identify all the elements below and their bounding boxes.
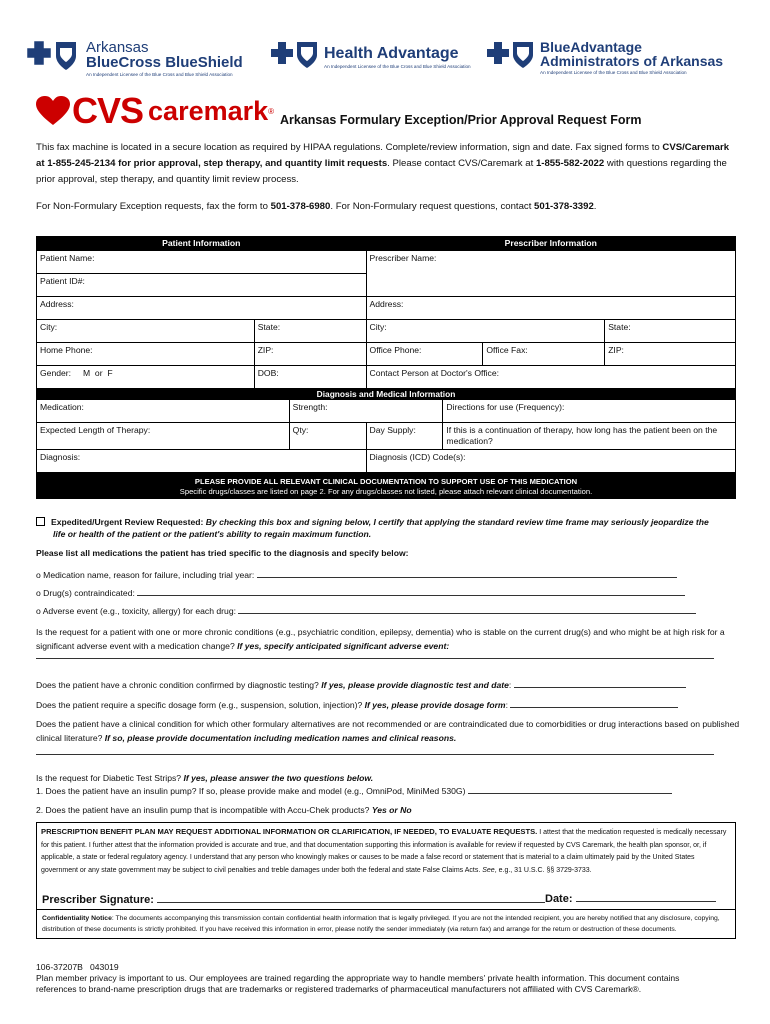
patient-address-field[interactable]: Address: [37,297,367,320]
diagnosis-field[interactable]: Diagnosis: [37,450,367,473]
dosage-form-line[interactable] [510,700,678,708]
signature-label: Prescriber Signature [42,894,151,906]
chronic-question-text: Is the request for a patient with one or more chronic conditions (e.g., psychiatric condition, epilepsy, dementia) who is stable on the current drug(s) and who might be at high risk for a significant adverse event with a medication change? [36,627,725,651]
qty-field[interactable]: Qty: [290,423,367,450]
dob-field[interactable]: DOB: [255,366,367,389]
expedited-section [36,516,736,540]
confidentiality-text: : The documents accompanying this transmission contain confidential health information that is legally privileged. If you are not the intended recipient, you are hereby notified that any disclosure, copying, distribution of these documents is strictly prohibited. If you have received this information in error, please notify the sender immediately (via return fax) and arrange for the return or destruction of these documents. [42,915,720,933]
office-phone-field[interactable]: Office Phone: [367,343,484,366]
diagnostic-test-question: Does the patient have a chronic condition confirmed by diagnostic testing? If yes, please provide diagnostic test and date: [36,680,746,690]
patient-city-field[interactable]: City: [37,320,255,343]
expedited-text-2: life or health of the patient or the patient's ability to regain maximum function. [53,529,372,539]
prescriber-city-field[interactable]: City: [367,320,606,343]
intro-paragraph [36,140,736,188]
trial-medication-line[interactable] [257,570,677,578]
nonformulary-fax: 501-378-6980 [270,201,331,212]
insulin-pump-1-text: 1. Does the patient have an insulin pump? If so, please provide make and model (e.g., OmniPod, MiniMed 530G) [36,786,466,796]
trial-medication-item [36,570,746,580]
dosage-form-question: Does the patient require a specific dosage form (e.g., suspension, solution, injection)? If yes, please provide dosage form: [36,700,746,710]
logo-bar [26,40,736,80]
intro-text: . Please contact CVS/Caremark at [387,158,536,169]
cvs-title-row [36,90,736,131]
patient-id-field[interactable]: Patient ID#: [37,274,367,297]
intro-text: For Non-Formulary Exception requests, fax the form to [36,201,271,212]
signature-date: Date: [545,893,716,905]
privacy-line-1: Plan member privacy is important to us. Our employees are trained regarding the appropriate way to handle members' private health information. This document contains [36,973,680,983]
strength-field[interactable]: Strength: [290,400,444,423]
prescriber-address-field[interactable]: Address: [367,297,736,320]
medication-field[interactable]: Medication: [37,400,290,423]
contraindicated-label: o Drug(s) contraindicated: [36,588,135,598]
intro-phone: 1-855-582-2022 [535,158,605,169]
adverse-event-line[interactable] [238,606,696,614]
cross-shield-icon [26,40,82,74]
intro-text: . [593,201,597,212]
footer [36,962,736,995]
icd-codes-field[interactable]: Diagnosis (ICD) Code(s): [367,450,736,473]
office-fax-field[interactable]: Office Fax: [483,343,605,366]
prescriber-zip-field[interactable]: ZIP: [605,343,736,366]
baa-line2: Administrators of Arkansas [540,53,724,69]
bcbs-sub: An Independent Licensee of the Blue Cross and Blue Shield Association [86,72,233,77]
nonformulary-phone: 501-378-3392 [534,201,594,212]
patient-info-header: Patient Information [37,237,367,251]
health-advantage-logo [270,40,471,70]
attestation-text [41,826,731,877]
attestation-bold: PRESCRIPTION BENEFIT PLAN MAY REQUEST ADDITIONAL INFORMATION OR CLARIFICATION, IF NEEDED, TO EVALUATE REQUESTS. [41,827,538,836]
chronic-answer-line[interactable] [36,658,714,659]
intro-text: . For Non-Formulary request questions, contact [330,201,535,212]
diagnosis-header: Diagnosis and Medical Information [37,389,736,400]
patient-name-field[interactable]: Patient Name: [37,251,367,274]
gender-field[interactable]: Gender: M or F [37,366,255,389]
confidentiality-label: Confidentiality Notice [42,915,112,922]
attestation-cite: , e.g., 31 U.S.C. §§ 3729-3733. [494,866,592,874]
dosage-form-text: Does the patient require a specific dosage form (e.g., suspension, solution, injection)? [36,700,365,710]
cvs-caremark-logo [36,90,275,131]
test-strips-emphasis: If yes, please answer the two questions below. [183,773,374,783]
intro-text: This fax machine is located in a secure location as required by HIPAA regulations. Complete/review information, sign and date. Fax signed forms to [36,142,663,153]
cross-shield-icon [270,40,320,70]
attestation-box [36,822,736,939]
dosage-form-emphasis: If yes, please provide dosage form [364,700,506,710]
adverse-event-label: o Adverse event (e.g., toxicity, allergy) for each drug: [36,606,236,616]
medications-heading-text: Please list all medications the patient has tried specific to the diagnosis and specify below: [36,548,409,558]
home-phone-field[interactable]: Home Phone: [37,343,255,366]
information-grid [36,236,736,499]
insulin-pump-model-line[interactable] [468,786,672,794]
yes-or-no: Yes or No [371,805,412,815]
caremark-word: caremark [148,96,269,126]
day-supply-field[interactable]: Day Supply: [367,423,444,450]
banner-title: PLEASE PROVIDE ALL RELEVANT CLINICAL DOCUMENTATION TO SUPPORT USE OF THIS MEDICATION [194,477,578,486]
cvs-word: CVS [72,90,144,131]
diagnostic-test-text: Does the patient have a chronic condition confirmed by diagnostic testing? [36,680,322,690]
date-label: Date [545,893,569,905]
prescriber-info-header: Prescriber Information [367,237,736,251]
clinical-question-emphasis: If so, please provide documentation including medication names and clinical reasons. [104,733,457,743]
expedited-checkbox[interactable] [36,517,45,526]
intro-nonformulary [36,201,736,212]
attestation-body: I attest that the medication requested is medically necessary for this patient. I further attest that the information provided is accurate and true, and that documentation supporting this information is available for review if requested by CVS Caremark, the health plan sponsor, or, if applicable, a state or federal regulatory agency. I understand that any person who knowingly makes or causes to be made a false record or statement that is material to a claim ultimately paid by the United States government or any state government may be subject to civil penalties and treble damages under both the federal and state False Claims Acts. [41,829,727,874]
clinical-condition-question [36,717,741,745]
blueadvantage-logo [486,40,723,76]
health-advantage-name: Health Advantage [324,45,459,62]
therapy-length-field[interactable]: Expected Length of Therapy: [37,423,290,450]
confidentiality-notice [42,913,732,935]
cross-shield-icon [486,40,536,70]
health-advantage-sub: An Independent Licensee of the Blue Cross and Blue Shield Association [324,64,471,69]
baa-line1: BlueAdvantage [540,39,642,55]
prescriber-state-field[interactable]: State: [605,320,736,343]
diagnostic-test-emphasis: If yes, please provide diagnostic test and date [321,680,509,690]
medications-heading [36,548,746,558]
bcbs-line1: Arkansas [86,39,149,56]
attestation-see: See [482,866,495,874]
diagnostic-test-line[interactable] [514,680,686,688]
expedited-label: Expedited/Urgent Review Requested: [51,517,204,527]
divider [37,909,735,910]
bcbs-logo [26,40,243,78]
baa-sub: An Independent Licensee of the Blue Cross and Blue Shield Association [540,70,687,75]
insulin-pump-question-2 [36,805,746,815]
test-strips-text: Is the request for Diabetic Test Strips? [36,773,184,783]
adverse-event-item [36,606,746,616]
intro-fax-prior: CVS/Caremark at 1-855-245-2134 for prior approval, step therapy, and quantity limit requests [36,142,730,169]
intro-text: with questions regarding the prior approval, step therapy, and quantity limit review process. [36,158,727,185]
chronic-condition-question [36,625,741,653]
clinical-answer-line[interactable] [36,754,714,755]
directions-field[interactable]: Directions for use (Frequency): [443,400,736,423]
insulin-pump-question-1 [36,786,746,796]
patient-state-field[interactable]: State: [255,320,367,343]
insulin-pump-2-text: 2. Does the patient have an insulin pump that is incompatible with Accu-Chek products? [36,805,372,815]
prescriber-name-field[interactable]: Prescriber Name: [367,251,736,297]
bcbs-line2: BlueCross BlueShield [86,54,243,71]
test-strips-question [36,773,746,783]
clinical-question-text: Does the patient have a clinical condition for which other formulary alternatives are not recommended or are contraindicated due to comorbidities or drug interactions based on published clinical literature? [36,719,740,743]
form-code: 106-37207B 043019 [36,962,119,972]
contact-person-field[interactable]: Contact Person at Doctor's Office: [367,366,736,389]
chronic-question-emphasis: If yes, specify anticipated significant adverse event: [237,641,450,651]
contraindicated-line[interactable] [137,588,685,596]
privacy-line-2: references to brand-name prescription drugs that are trademarks or registered trademarks of pharmaceutical manufacturers not affiliated with CVS Caremark®. [36,984,642,994]
heart-icon [36,96,70,126]
signature-line[interactable] [157,893,545,903]
patient-zip-field[interactable]: ZIP: [255,343,367,366]
contraindicated-item [36,588,746,598]
expedited-text: By checking this box and signing below, I certify that applying the standard review time frame may seriously jeopardize the [203,517,709,527]
form-title: Arkansas Formulary Exception/Prior Approval Request Form [280,113,642,127]
clinical-documentation-banner [37,473,736,499]
registered-mark: ® [268,106,275,116]
continuation-field[interactable]: If this is a continuation of therapy, how long has the patient been on the medication? [443,423,736,450]
prescriber-signature: Prescriber Signature: [42,893,545,906]
banner-subtitle: Specific drugs/classes are listed on page 2. For any drugs/classes not listed, please attach relevant clinical documentation. [179,487,593,496]
date-line[interactable] [576,894,716,902]
trial-medication-label: o Medication name, reason for failure, including trial year: [36,570,255,580]
